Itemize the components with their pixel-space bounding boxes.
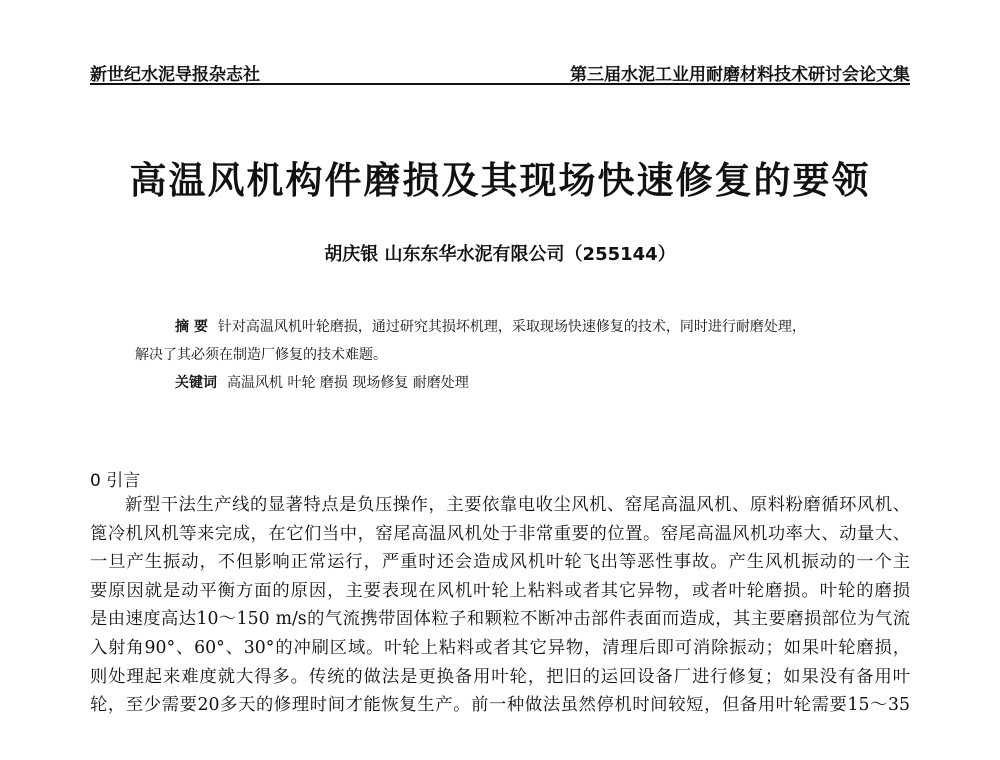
body-line: 则处理起来难度就大得多。传统的做法是更换备用叶轮，把旧的运回设备厂进行修复；如果没有备用叶 bbox=[90, 666, 910, 687]
proceedings-name: 第三届水泥工业用耐磨材料技术研讨会论文集 bbox=[570, 65, 910, 85]
abstract-line: 解决了其必须在制造厂修复的技术难题。 bbox=[135, 347, 387, 363]
abstract-label: 摘 要 bbox=[175, 319, 208, 335]
body-paragraph bbox=[90, 491, 910, 720]
body-line: 一旦产生振动，不但影响正常运行，严重时还会造成风机叶轮飞出等恶性事故。产生风机振动的一个主 bbox=[90, 552, 910, 573]
keywords-label: 关键词 bbox=[175, 375, 217, 391]
running-header bbox=[90, 60, 910, 85]
body-line: 篦冷机风机等来完成，在它们当中，窑尾高温风机处于非常重要的位置。窑尾高温风机功率大、动量大、 bbox=[90, 523, 910, 544]
body-line: 要原因就是动平衡方面的原因，主要表现在风机叶轮上粘料或者其它异物，或者叶轮磨损。叶轮的磨损 bbox=[90, 580, 910, 601]
keywords-text: 高温风机 叶轮 磨损 现场修复 耐磨处理 bbox=[227, 375, 469, 391]
abstract-line bbox=[135, 313, 895, 341]
paper-title: 高温风机构件磨损及其现场快速修复的要领 bbox=[129, 159, 871, 202]
body-line: 轮，至少需要20多天的修理时间才能恢复生产。前一种做法虽然停机时间较短，但备用叶轮需要15～35 bbox=[90, 695, 910, 716]
body-line: 是由速度高达10～150 m/s的气流携带固体粒子和颗粒不断冲击部件表面而造成，其主要磨损部位为气流 bbox=[90, 609, 910, 630]
header-rule bbox=[90, 83, 910, 85]
body-line: 入射角90°、60°、30°的冲刷区域。叶轮上粘料或者其它异物，清理后即可消除振动；如果叶轮磨损， bbox=[90, 637, 910, 658]
publisher-name: 新世纪水泥导报杂志社 bbox=[90, 65, 260, 85]
keywords-line bbox=[135, 369, 895, 397]
body-line: 新型干法生产线的显著特点是负压操作，主要依靠电收尘风机、窑尾高温风机、原料粉磨循环风机、 bbox=[125, 495, 910, 515]
abstract-text: 针对高温风机叶轮磨损，通过研究其损坏机理，采取现场快速修复的技术，同时进行耐磨处理， bbox=[217, 319, 806, 335]
author-affiliation: 胡庆银 山东东华水泥有限公司（255144） bbox=[324, 244, 676, 265]
abstract-block bbox=[135, 313, 895, 397]
section-heading: 0 引言 bbox=[90, 471, 141, 491]
